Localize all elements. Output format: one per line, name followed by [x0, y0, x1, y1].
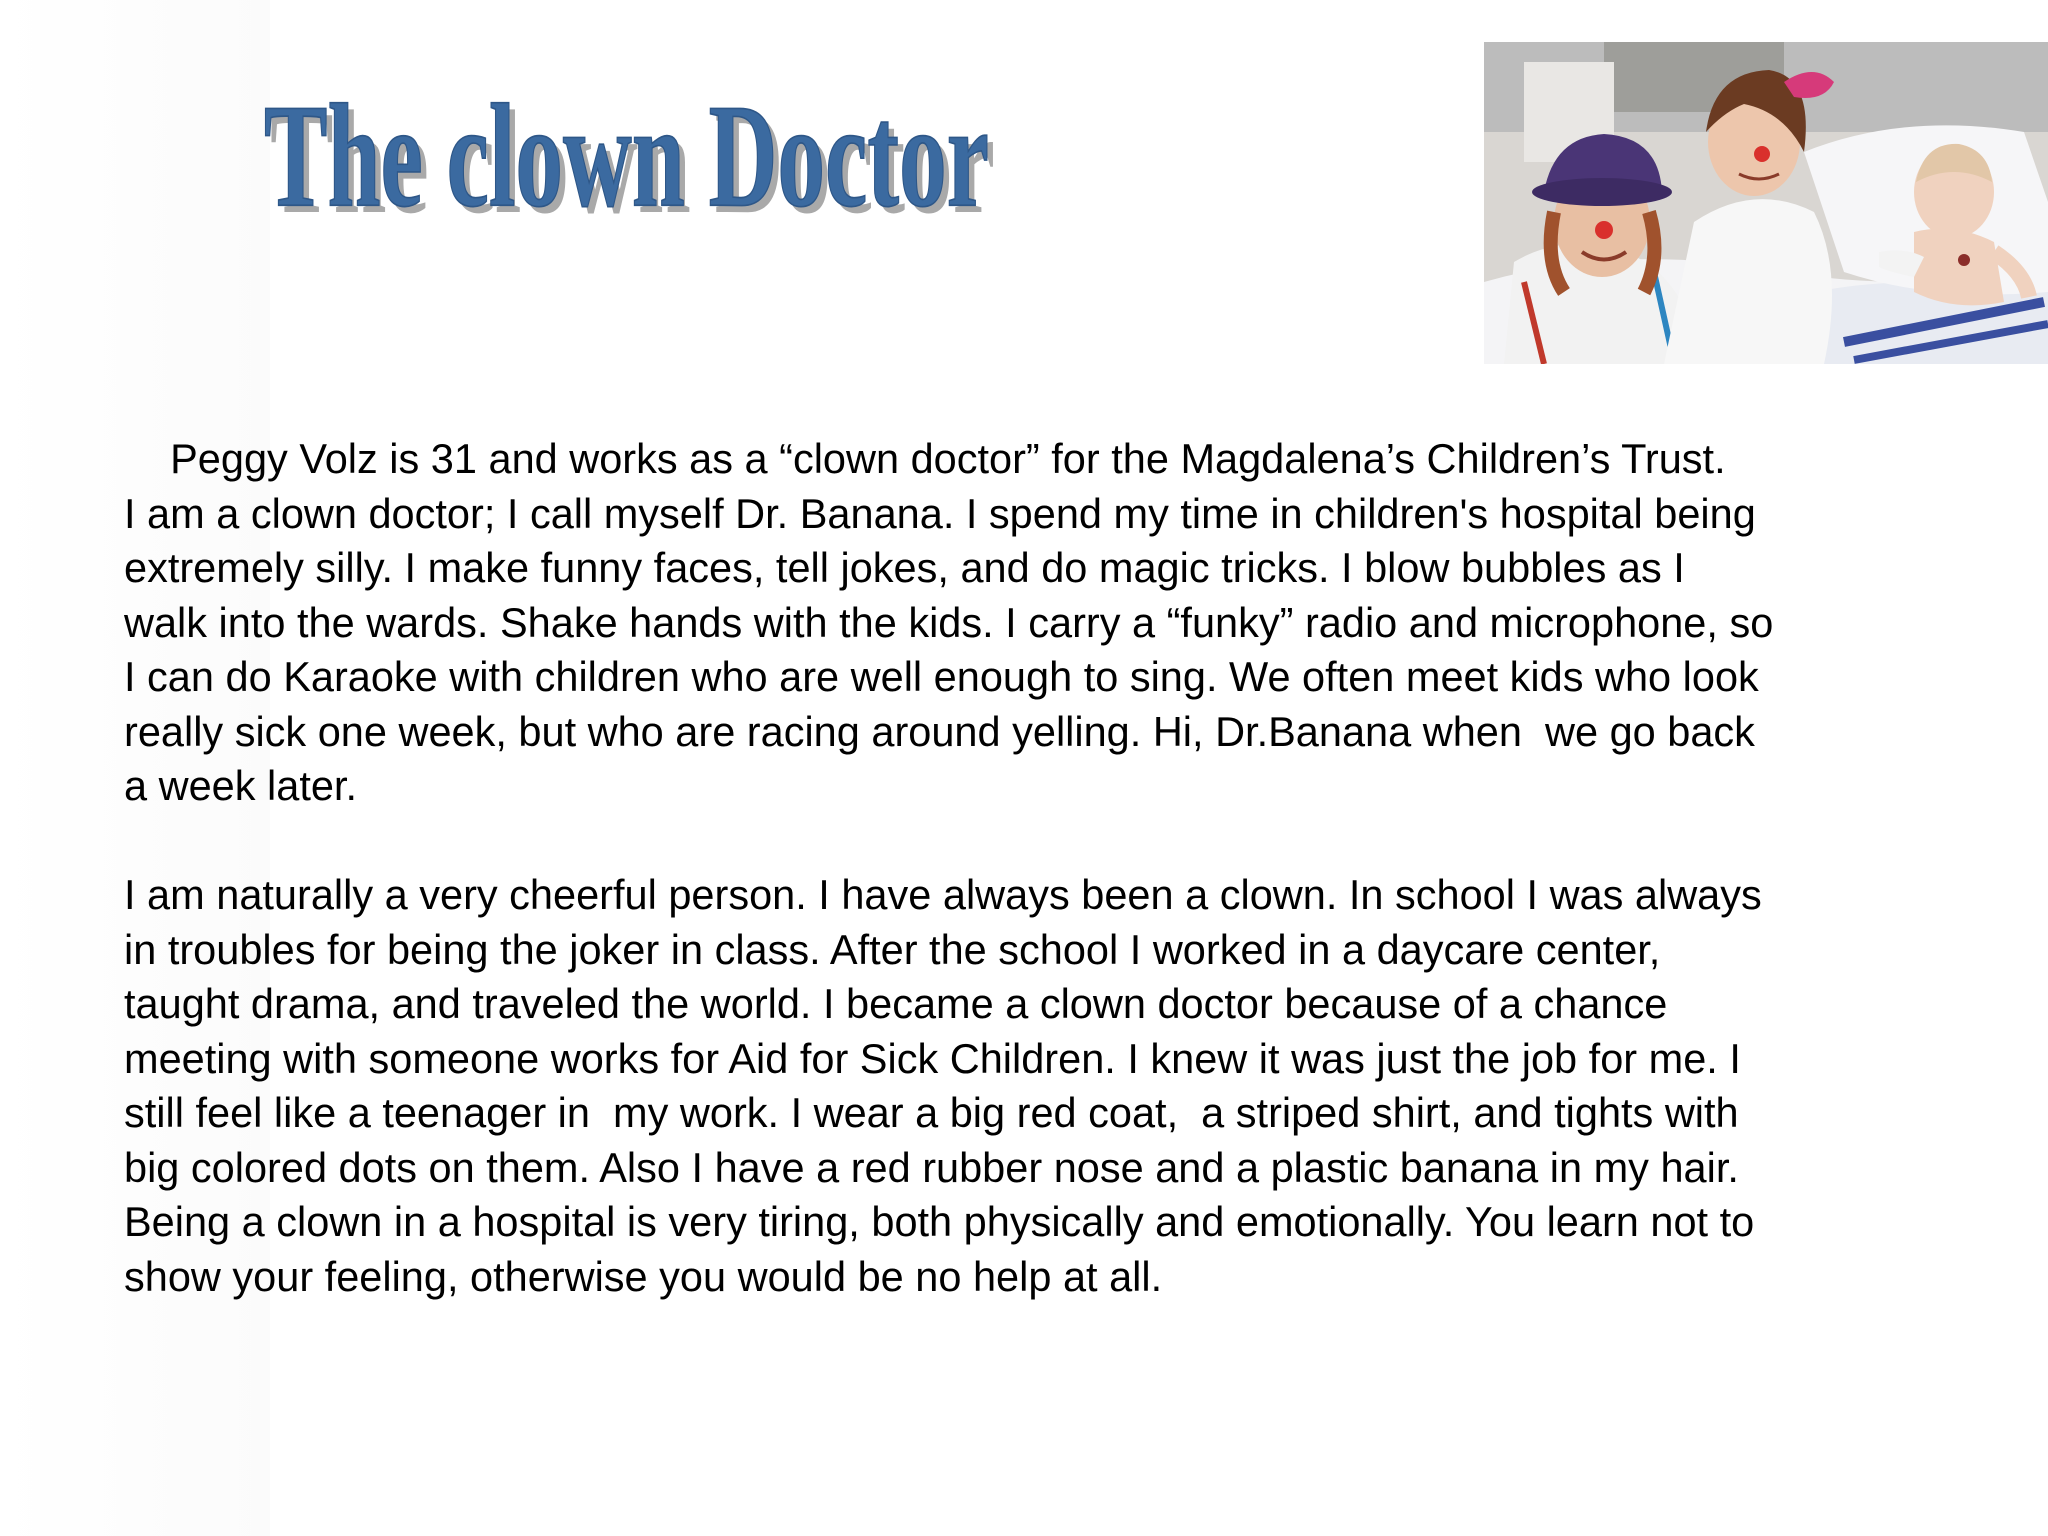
text-line: big colored dots on them. Also I have a red rubber nose and a plastic banana in my hair.: [124, 1143, 1739, 1191]
text-line: Being a clown in a hospital is very tiring, both physically and emotionally. You learn not to: [124, 1198, 1755, 1245]
clown-doctors-photo: [1484, 42, 2048, 364]
text-line: meeting with someone works for Aid for Sick Children. I knew it was just the job for me. I: [124, 1034, 1741, 1082]
text-line: I can do Karaoke with children who are well enough to sing. We often meet kids who look: [124, 653, 1759, 700]
slide-title: [258, 44, 1038, 234]
text-line: walk into the wards. Shake hands with the kids. I carry a “funky” radio and microphone, so: [124, 598, 1774, 646]
paragraph-2: [124, 868, 2004, 1304]
article-body: [124, 432, 2004, 1304]
paragraph-1: [124, 432, 2004, 814]
text-line: taught drama, and traveled the world. I became a clown doctor because of a chance: [124, 980, 1668, 1027]
text-line: still feel like a teenager in my work. I wear a big red coat, a striped shirt, and tights with: [124, 1089, 1739, 1136]
title-wordart: [258, 44, 1038, 234]
paragraph-gap: [124, 814, 2004, 869]
text-line: I am naturally a very cheerful person. I have always been a clown. In school I was always: [124, 871, 1762, 918]
text-line: really sick one week, but who are racing around yelling. Hi, Dr.Banana when we go back: [124, 707, 1755, 755]
title-shadow: The clown Doctor: [270, 81, 995, 234]
text-line: I am a clown doctor; I call myself Dr. Banana. I spend my time in children's hospital being: [124, 489, 1756, 537]
text-line: extremely silly. I make funny faces, tell jokes, and do magic tricks. I blow bubbles as I: [124, 544, 1685, 591]
text-line: show your feeling, otherwise you would be no help at all.: [124, 1252, 1163, 1300]
photo-illustration: [1484, 42, 2048, 364]
title-text: The clown Doctor: [264, 74, 989, 234]
text-line: Peggy Volz is 31 and works as a “clown doctor” for the Magdalena’s Children’s Trust.: [124, 435, 1726, 482]
text-line: in troubles for being the joker in class. After the school I worked in a daycare center,: [124, 925, 1661, 973]
text-line: a week later.: [124, 762, 357, 809]
